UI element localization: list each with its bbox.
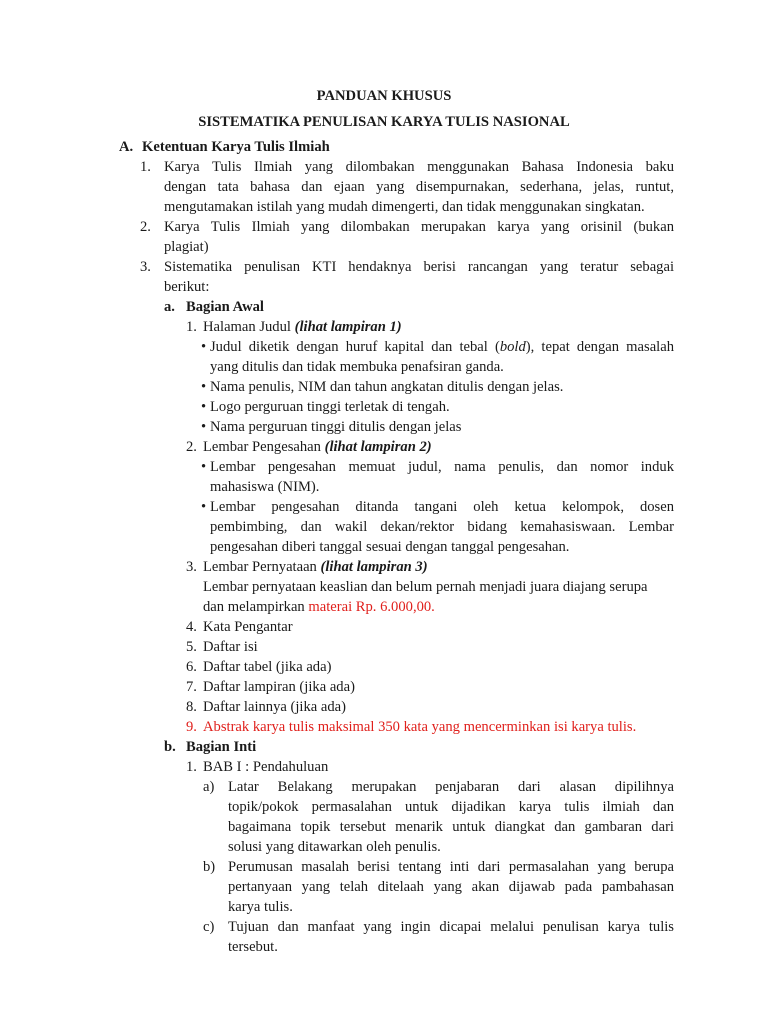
item-3-line-2: berikut: [164,279,210,295]
halaman-judul-bullet-2: Nama penulis, NIM dan tahun angkatan ditulis dengan jelas. [210,379,564,395]
halaman-judul-ref: (lihat lampiran 1) [294,319,402,335]
daftar-lampiran-label: Daftar lampiran (jika ada) [203,679,355,695]
lembar-pengesahan-ref: (lihat lampiran 2) [324,439,432,455]
lembar-pengesahan-marker: 2. [186,439,197,455]
bullet-icon: • [201,459,207,475]
lembar-pernyataan-marker: 3. [186,559,197,575]
daftar-tabel-marker: 6. [186,659,197,675]
bullet-icon: • [201,399,207,415]
lembar-pengesahan-bullet-1-line-2: mahasiswa (NIM). [210,479,320,495]
latar-belakang-line-4: solusi yang ditawarkan oleh penulis. [228,839,441,855]
bold-emphasis: bold [499,339,526,355]
lembar-pengesahan-bullet-1-line-1: Lembar pengesahan memuat judul, nama penulis, dan nomor induk [210,459,674,475]
bullet-icon: • [201,339,207,355]
lembar-pernyataan-ref: (lihat lampiran 3) [320,559,428,575]
item-3-marker: 3. [140,259,151,275]
item-1-line-2: dengan tata bahasa dan ejaan yang disempurnakan, sederhana, jelas, runtut, [164,179,674,195]
lembar-pernyataan-body-line-1: Lembar pernyataan keaslian dan belum pernah menjadi juara diajang serupa [203,579,648,595]
item-3-line-1: Sistematika penulisan KTI hendaknya berisi rancangan yang teratur sebagai [164,259,674,275]
halaman-judul-bullet-1-line-2: yang ditulis dan tidak membuka penafsiran ganda. [210,359,504,375]
materai-highlight: materai Rp. 6.000,00. [308,599,435,615]
kata-pengantar-label: Kata Pengantar [203,619,293,635]
halaman-judul-bullet-1-line-1 [210,337,674,357]
item-2-line-2: plagiat) [164,239,209,255]
daftar-lampiran-marker: 7. [186,679,197,695]
tujuan-manfaat-line-2: tersebut. [228,939,278,955]
kata-pengantar-marker: 4. [186,619,197,635]
item-1-marker: 1. [140,159,151,175]
halaman-judul-bullet-3: Logo perguruan tinggi terletak di tengah. [210,399,450,415]
abstrak-label: Abstrak karya tulis maksimal 350 kata yang mencerminkan isi karya tulis. [203,719,637,735]
daftar-tabel-label: Daftar tabel (jika ada) [203,659,332,675]
lembar-pengesahan-heading [203,437,432,457]
bullet-text: Judul diketik dengan huruf kapital dan tebal ( [210,339,500,355]
daftar-lainnya-marker: 8. [186,699,197,715]
bullet-icon: • [201,499,207,515]
bagian-inti-marker: b. [164,739,176,755]
bullet-icon: • [201,419,207,435]
latar-belakang-line-2: topik/pokok permasalahan untuk dijadikan karya tulis ilmiah dan [228,799,674,815]
halaman-judul-label: Halaman Judul [203,319,295,335]
perumusan-masalah-line-1: Perumusan masalah berisi tentang inti dari permasalahan yang berupa [228,859,674,875]
bagian-awal-heading: Bagian Awal [186,299,264,315]
item-1-line-1: Karya Tulis Ilmiah yang dilombakan menggunakan Bahasa Indonesia baku [164,159,674,175]
item-2-line-1: Karya Tulis Ilmiah yang dilombakan merupakan karya yang orisinil (bukan [164,219,674,235]
halaman-judul-heading [203,317,402,337]
section-a-marker: A. [119,139,134,155]
abstrak-marker: 9. [186,719,197,735]
lembar-pernyataan-body-line-2 [203,597,435,617]
document-title: PANDUAN KHUSUS [316,88,452,104]
tujuan-manfaat-marker: c) [203,919,215,935]
item-1-line-3: mengutamakan istilah yang mudah dimengerti, dan tidak menggunakan singkatan. [164,199,645,215]
bagian-awal-marker: a. [164,299,175,315]
daftar-isi-marker: 5. [186,639,197,655]
latar-belakang-line-3: bagaimana topik tersebut menarik untuk diangkat dan gambaran dari [228,819,674,835]
latar-belakang-line-1: Latar Belakang merupakan penjabaran dari alasan dipilihnya [228,779,674,795]
perumusan-masalah-marker: b) [203,859,216,875]
lembar-pengesahan-label: Lembar Pengesahan [203,439,325,455]
tujuan-manfaat-line-1: Tujuan dan manfaat yang ingin dicapai melalui penulisan karya tulis [228,919,674,935]
daftar-isi-label: Daftar isi [203,639,258,655]
item-2-marker: 2. [140,219,151,235]
bullet-icon: • [201,379,207,395]
perumusan-masalah-line-3: karya tulis. [228,899,293,915]
halaman-judul-bullet-4: Nama perguruan tinggi ditulis dengan jelas [210,419,462,435]
halaman-judul-marker: 1. [186,319,197,335]
daftar-lainnya-label: Daftar lainnya (jika ada) [203,699,347,715]
lembar-pengesahan-bullet-2-line-3: pengesahan diberi tanggal sesuai dengan tanggal pengesahan. [210,539,570,555]
bullet-text: ), tepat dengan masalah [525,339,674,355]
lembar-pernyataan-body-text: dan melampirkan [203,599,309,615]
perumusan-masalah-line-2: pertanyaan yang telah ditelaah yang akan dijawab pada pambahasan [228,879,674,895]
lembar-pernyataan-heading [203,557,428,577]
bab-1-marker: 1. [186,759,197,775]
lembar-pernyataan-label: Lembar Pernyataan [203,559,321,575]
lembar-pengesahan-bullet-2-line-1: Lembar pengesahan ditanda tangani oleh ketua kelompok, dosen [210,499,674,515]
latar-belakang-marker: a) [203,779,215,795]
lembar-pengesahan-bullet-2-line-2: pembimbing, dan wakil dekan/rektor bidang kemahasiswaan. Lembar [210,519,674,535]
bab-1-label: BAB I : Pendahuluan [203,759,329,775]
section-a-heading: Ketentuan Karya Tulis Ilmiah [142,139,330,155]
document-subtitle: SISTEMATIKA PENULISAN KARYA TULIS NASIONAL [198,114,570,130]
bagian-inti-heading: Bagian Inti [186,739,257,755]
